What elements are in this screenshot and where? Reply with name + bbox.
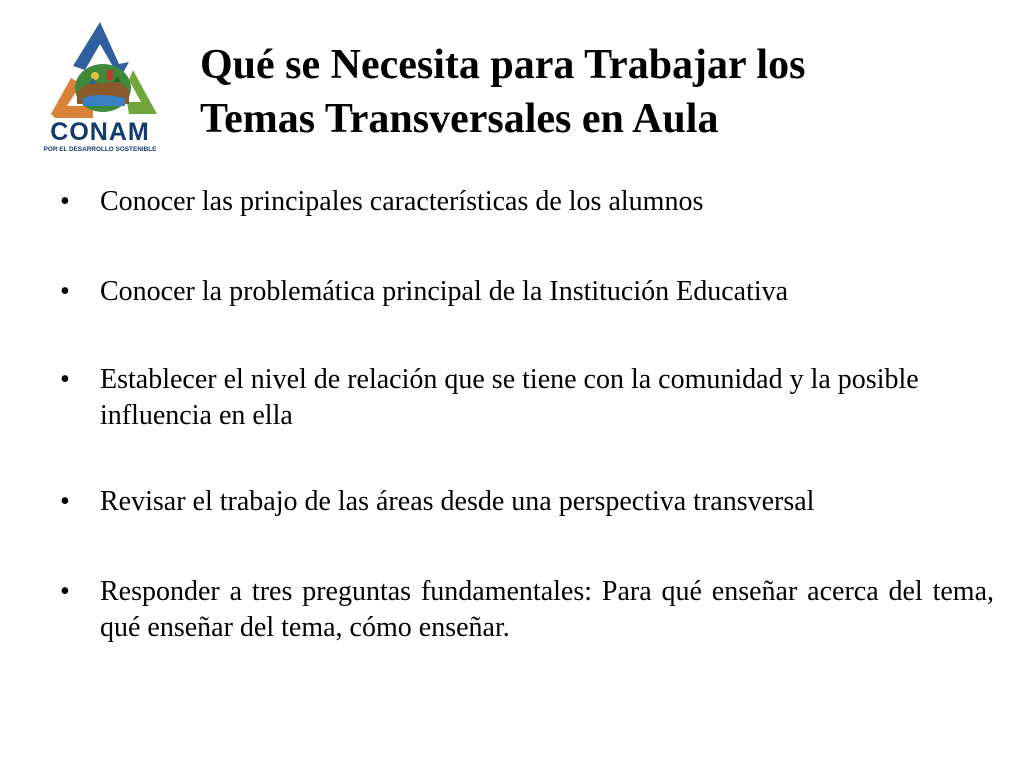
logo-tagline: POR EL DESARROLLO SOSTENIBLE [43, 146, 157, 153]
bullet-item [60, 362, 994, 434]
bullet-item [60, 484, 994, 520]
bullet-item [60, 274, 994, 310]
slide-title [200, 38, 1000, 146]
bullet-text: Revisar el trabajo de las áreas desde una perspectiva transversal [100, 486, 815, 517]
bullet-dot-icon: • [60, 576, 70, 607]
bullet-list [60, 184, 994, 646]
bullet-text: Conocer la problemática principal de la Institución Educativa [100, 276, 789, 307]
bullet-text: Establecer el nivel de relación que se tiene con la comunidad y la posible influencia en ella [100, 364, 919, 431]
slide-title-line-2: Temas Transversales en Aula [200, 96, 719, 142]
bullet-text: Conocer las principales características de los alumnos [100, 186, 704, 217]
bullet-item [60, 184, 994, 220]
conam-logo [33, 18, 167, 154]
bullet-dot-icon: • [60, 364, 70, 395]
bullet-dot-icon: • [60, 486, 70, 517]
bullet-dot-icon: • [60, 276, 70, 307]
logo-wordmark: CONAM [50, 118, 150, 146]
bullet-text: Responder a tres preguntas fundamentales: Para qué enseñar acerca del tema, qué enseñar del tema, cómo enseñar. [100, 576, 994, 643]
bullet-dot-icon: • [60, 186, 70, 217]
logo-arrow-green [127, 70, 157, 114]
bullet-item [60, 574, 994, 646]
slide-title-line-1: Qué se Necesita para Trabajar los [200, 42, 806, 88]
